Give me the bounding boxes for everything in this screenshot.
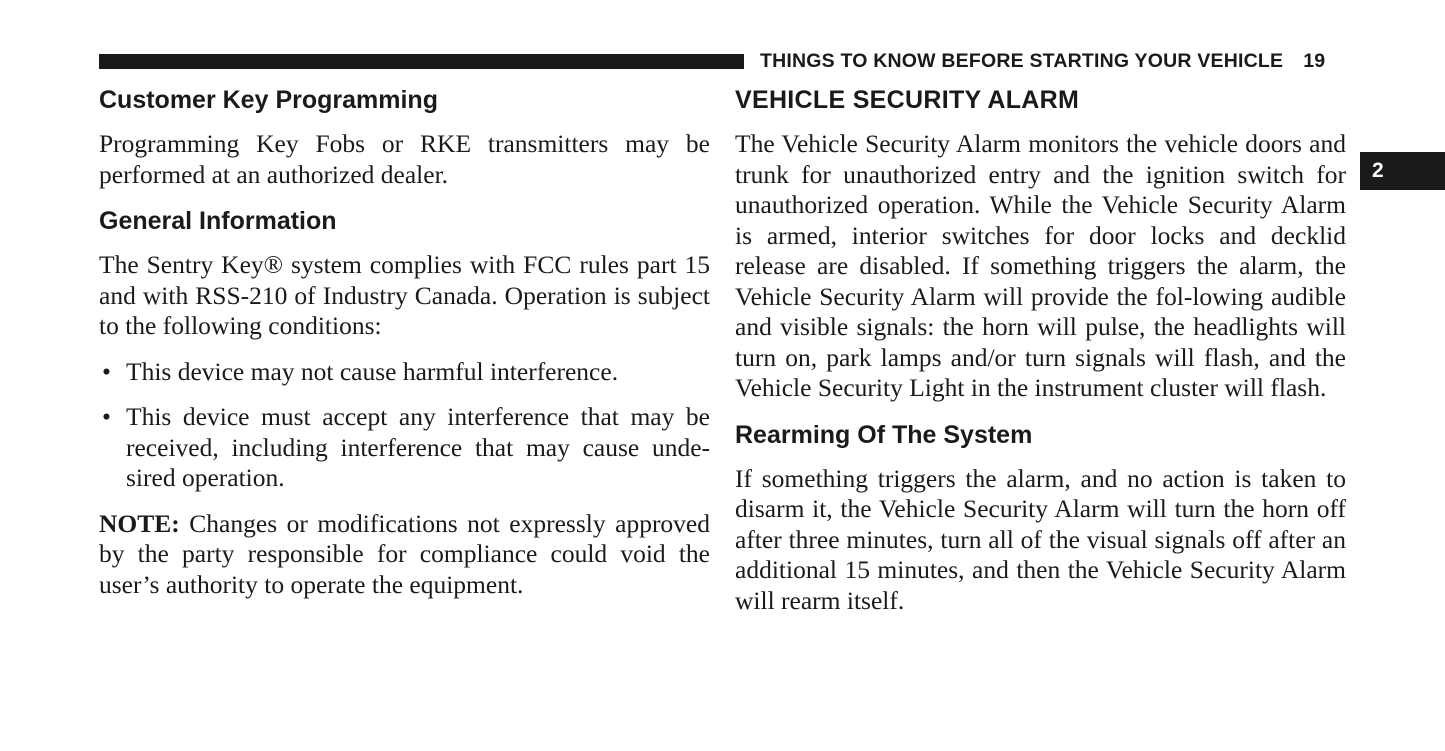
general-info-paragraph: The Sentry Key® system complies with FCC rules part 15 and with RSS-210 of Industry Canada. Operation is subject to the following conditions: bbox=[99, 250, 710, 340]
rearming-paragraph: If something triggers the alarm, and no action is taken to disarm it, the Vehicle Security Alarm will turn the horn off after three minutes, turn all of the visual signals off after an additional 15 minutes, and then the Vehicle Security Alarm will rearm itself. bbox=[735, 463, 1346, 615]
note-paragraph bbox=[99, 509, 710, 601]
header-rule bbox=[99, 54, 744, 69]
header-title: THINGS TO KNOW BEFORE STARTING YOUR VEHICLE bbox=[760, 50, 1284, 72]
bullet-icon: • bbox=[102, 356, 111, 386]
page-number: 19 bbox=[1303, 50, 1326, 72]
running-header bbox=[760, 50, 1325, 73]
security-alarm-heading: VEHICLE SECURITY ALARM bbox=[735, 86, 1080, 114]
general-info-heading: General Information bbox=[99, 207, 337, 235]
customer-key-paragraph: Programming Key Fobs or RKE transmitters may be performed at an authorized dealer. bbox=[99, 129, 710, 189]
bullet-icon: • bbox=[102, 402, 111, 431]
conditions-list bbox=[99, 357, 710, 494]
note-label: NOTE: bbox=[99, 508, 180, 538]
list-item: • This device must accept any interference that may be received, including interference that may cause unde-sired operation. bbox=[102, 402, 710, 492]
right-column bbox=[735, 84, 1346, 616]
note-text: Changes or modifications not expressly approved by the party responsible for compliance could void the user’s authority to operate the equipment. bbox=[99, 508, 710, 599]
left-column bbox=[99, 84, 710, 600]
chapter-tab: 2 bbox=[1360, 152, 1445, 190]
security-alarm-paragraph: The Vehicle Security Alarm monitors the vehicle doors and trunk for unauthorized entry and the ignition switch for unauthorized operation. While the Vehicle Security Alarm is armed, interior switches for door locks and decklid release are disabled. If something triggers the alarm, the Vehicle Security Alarm will provide the fol-lowing audible and visible signals: the horn will pulse, the headlights will turn on, park lamps and/or turn signals will flash, and the Vehicle Security Light in the instrument cluster will flash. bbox=[735, 129, 1346, 402]
customer-key-heading: Customer Key Programming bbox=[99, 86, 438, 114]
rearming-heading: Rearming Of The System bbox=[735, 420, 1033, 449]
list-item: • This device may not cause harmful interference. bbox=[102, 356, 619, 386]
